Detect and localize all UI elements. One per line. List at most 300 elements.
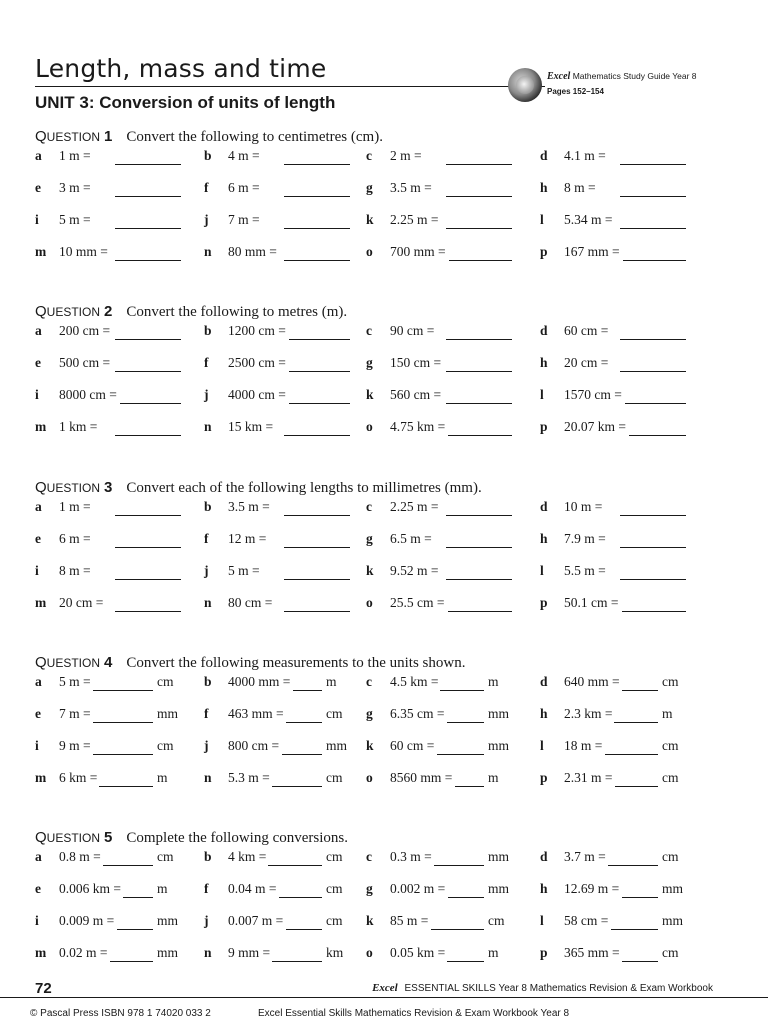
answer-blank[interactable] <box>115 579 181 580</box>
item-label: p <box>540 595 548 610</box>
answer-blank[interactable] <box>431 929 485 930</box>
question-item <box>35 849 205 869</box>
item-label: l <box>540 387 544 402</box>
answer-blank[interactable] <box>620 547 686 548</box>
item-expression: 9 m = <box>59 738 91 753</box>
answer-blank[interactable] <box>272 786 322 787</box>
item-label: k <box>366 387 374 402</box>
unit-title: UNIT 3: Conversion of units of length <box>35 93 336 112</box>
item-expression: 20.07 km = <box>564 419 626 434</box>
item-label: l <box>540 563 544 578</box>
item-label: a <box>35 849 42 864</box>
answer-blank[interactable] <box>289 403 350 404</box>
question-item <box>204 674 374 694</box>
answer-blank[interactable] <box>279 897 322 898</box>
item-expression: 6.35 cm = <box>390 706 445 721</box>
question-word: QUESTION <box>35 479 101 496</box>
item-label: o <box>366 244 373 259</box>
item-expression: 2.3 km = <box>564 706 613 721</box>
disc-icon <box>508 68 542 102</box>
answer-blank[interactable] <box>115 547 181 548</box>
item-label: d <box>540 674 548 689</box>
item-label: l <box>540 212 544 227</box>
question-item <box>204 180 374 200</box>
item-unit: mm <box>662 913 684 928</box>
question-item <box>540 387 710 407</box>
item-label: h <box>540 881 548 896</box>
question-item <box>204 355 374 375</box>
question-item <box>366 738 536 758</box>
item-expression: 1 m = <box>59 499 91 514</box>
item-label: g <box>366 180 373 195</box>
item-label: k <box>366 212 374 227</box>
answer-blank[interactable] <box>93 722 153 723</box>
answer-blank[interactable] <box>622 611 686 612</box>
question-item <box>204 323 374 343</box>
title-rule <box>35 86 545 87</box>
question-item <box>35 674 205 694</box>
answer-blank[interactable] <box>284 164 350 165</box>
item-label: a <box>35 674 42 689</box>
item-expression: 3 m = <box>59 180 91 195</box>
item-expression: 463 mm = <box>228 706 284 721</box>
answer-blank[interactable] <box>115 515 181 516</box>
answer-blank[interactable] <box>455 786 484 787</box>
item-label: n <box>204 419 212 434</box>
question-item <box>540 913 710 933</box>
item-unit: cm <box>662 945 679 960</box>
question-item <box>204 881 374 901</box>
item-label: f <box>204 355 209 370</box>
item-label: n <box>204 770 212 785</box>
answer-blank[interactable] <box>286 722 322 723</box>
item-label: a <box>35 499 42 514</box>
item-label: p <box>540 244 548 259</box>
question-item <box>366 180 536 200</box>
question-item <box>540 945 710 965</box>
item-unit: mm <box>488 849 510 864</box>
question-5-heading <box>35 829 348 847</box>
answer-blank[interactable] <box>446 164 512 165</box>
answer-blank[interactable] <box>446 196 512 197</box>
item-label: m <box>35 595 47 610</box>
answer-blank[interactable] <box>115 371 181 372</box>
item-expression: 1200 cm = <box>228 323 286 338</box>
question-item <box>540 770 710 790</box>
question-item <box>35 770 205 790</box>
answer-blank[interactable] <box>286 929 323 930</box>
item-unit: cm <box>662 770 679 785</box>
question-item <box>35 531 205 551</box>
item-label: a <box>35 323 42 338</box>
answer-blank[interactable] <box>615 786 658 787</box>
item-unit: cm <box>157 849 174 864</box>
item-expression: 0.3 m = <box>390 849 432 864</box>
answer-blank[interactable] <box>293 690 322 691</box>
item-label: b <box>204 674 212 689</box>
item-label: h <box>540 706 548 721</box>
answer-blank[interactable] <box>284 228 350 229</box>
question-item <box>540 180 710 200</box>
question-item <box>204 148 374 168</box>
answer-blank[interactable] <box>115 611 181 612</box>
question-item <box>366 355 536 375</box>
answer-blank[interactable] <box>268 865 322 866</box>
answer-blank[interactable] <box>115 435 181 436</box>
answer-blank[interactable] <box>446 547 512 548</box>
item-expression: 2 m = <box>390 148 422 163</box>
item-expression: 50.1 cm = <box>564 595 619 610</box>
footer-series-text: ESSENTIAL SKILLS Year 8 Mathematics Revision & Exam Workbook <box>404 983 713 994</box>
item-expression: 0.04 m = <box>228 881 277 896</box>
item-label: a <box>35 148 42 163</box>
item-unit: mm <box>488 738 510 753</box>
answer-blank[interactable] <box>93 754 153 755</box>
question-item <box>540 244 710 264</box>
item-label: b <box>204 499 212 514</box>
item-unit: cm <box>326 849 343 864</box>
item-expression: 58 cm = <box>564 913 609 928</box>
item-expression: 12.69 m = <box>564 881 620 896</box>
answer-blank[interactable] <box>115 196 181 197</box>
answer-blank[interactable] <box>284 435 350 436</box>
answer-blank[interactable] <box>620 515 686 516</box>
answer-blank[interactable] <box>120 403 181 404</box>
answer-blank[interactable] <box>115 260 181 261</box>
question-instruction: Convert the following to metres (m). <box>126 304 348 320</box>
answer-blank[interactable] <box>446 403 512 404</box>
question-item <box>366 945 536 965</box>
answer-blank[interactable] <box>449 260 512 261</box>
item-expression: 15 km = <box>228 419 274 434</box>
item-label: c <box>366 148 372 163</box>
question-item <box>366 323 536 343</box>
item-unit: m <box>326 674 337 689</box>
item-label: d <box>540 323 548 338</box>
question-word: QUESTION <box>35 654 101 671</box>
item-unit: m <box>488 770 499 785</box>
answer-blank[interactable] <box>284 515 350 516</box>
answer-blank[interactable] <box>605 754 659 755</box>
question-item <box>366 419 536 439</box>
answer-blank[interactable] <box>611 929 658 930</box>
item-label: g <box>366 531 373 546</box>
answer-blank[interactable] <box>117 929 154 930</box>
item-expression: 9.52 m = <box>390 563 439 578</box>
item-unit: km <box>326 945 344 960</box>
answer-blank[interactable] <box>115 339 181 340</box>
item-expression: 3.7 m = <box>564 849 606 864</box>
item-expression: 10 mm = <box>59 244 108 259</box>
item-expression: 0.05 km = <box>390 945 446 960</box>
guide-pages: Pages 152–154 <box>547 87 604 96</box>
question-item <box>204 913 374 933</box>
question-item <box>204 849 374 869</box>
item-label: p <box>540 419 548 434</box>
question-item <box>540 563 710 583</box>
item-label: c <box>366 323 372 338</box>
item-expression: 0.02 m = <box>59 945 108 960</box>
answer-blank[interactable] <box>446 371 512 372</box>
question-item <box>35 180 205 200</box>
answer-blank[interactable] <box>446 339 512 340</box>
item-expression: 5 m = <box>59 212 91 227</box>
question-item <box>540 212 710 232</box>
answer-blank[interactable] <box>446 228 512 229</box>
question-item <box>540 674 710 694</box>
answer-blank[interactable] <box>284 547 350 548</box>
page-number: 72 <box>35 980 52 997</box>
question-item <box>204 212 374 232</box>
item-expression: 6 km = <box>59 770 98 785</box>
item-expression: 20 cm = <box>564 355 609 370</box>
answer-blank[interactable] <box>447 722 484 723</box>
item-label: l <box>540 913 544 928</box>
answer-blank[interactable] <box>282 754 323 755</box>
item-label: e <box>35 355 41 370</box>
answer-blank[interactable] <box>623 260 686 261</box>
answer-blank[interactable] <box>620 228 686 229</box>
answer-blank[interactable] <box>622 897 659 898</box>
answer-blank[interactable] <box>620 196 686 197</box>
item-label: j <box>204 563 209 578</box>
item-expression: 6.5 m = <box>390 531 432 546</box>
item-label: e <box>35 881 41 896</box>
question-item <box>540 419 710 439</box>
answer-blank[interactable] <box>447 961 484 962</box>
item-expression: 0.009 m = <box>59 913 115 928</box>
answer-blank[interactable] <box>115 228 181 229</box>
item-label: c <box>366 674 372 689</box>
item-expression: 2500 cm = <box>228 355 286 370</box>
item-expression: 9 mm = <box>228 945 271 960</box>
answer-blank[interactable] <box>625 403 686 404</box>
question-item <box>204 387 374 407</box>
item-label: m <box>35 945 47 960</box>
item-expression: 4000 cm = <box>228 387 286 402</box>
item-expression: 0.8 m = <box>59 849 101 864</box>
question-instruction: Convert the following to centimetres (cm). <box>126 129 383 145</box>
answer-blank[interactable] <box>289 339 350 340</box>
item-label: e <box>35 706 41 721</box>
item-label: m <box>35 770 47 785</box>
answer-blank[interactable] <box>622 961 658 962</box>
item-unit: cm <box>662 849 679 864</box>
answer-blank[interactable] <box>440 690 484 691</box>
question-item <box>204 499 374 519</box>
item-label: n <box>204 595 212 610</box>
question-item <box>35 499 205 519</box>
answer-blank[interactable] <box>614 722 658 723</box>
item-expression: 7 m = <box>228 212 260 227</box>
item-expression: 4000 mm = <box>228 674 291 689</box>
item-expression: 8000 cm = <box>59 387 117 402</box>
answer-blank[interactable] <box>448 611 512 612</box>
item-expression: 18 m = <box>564 738 603 753</box>
item-expression: 7 m = <box>59 706 91 721</box>
item-label: i <box>35 738 39 753</box>
item-label: j <box>204 913 209 928</box>
item-expression: 500 cm = <box>59 355 111 370</box>
item-label: f <box>204 706 209 721</box>
item-unit: mm <box>157 945 179 960</box>
question-item <box>204 770 374 790</box>
answer-blank[interactable] <box>272 961 322 962</box>
question-item <box>540 706 710 726</box>
question-item <box>540 355 710 375</box>
answer-blank[interactable] <box>446 579 512 580</box>
item-expression: 5.3 m = <box>228 770 270 785</box>
item-label: c <box>366 499 372 514</box>
question-item <box>204 244 374 264</box>
question-item <box>35 913 205 933</box>
answer-blank[interactable] <box>115 164 181 165</box>
item-expression: 5.34 m = <box>564 212 613 227</box>
item-expression: 20 cm = <box>59 595 104 610</box>
question-item <box>35 244 205 264</box>
item-unit: cm <box>326 706 343 721</box>
item-expression: 25.5 cm = <box>390 595 445 610</box>
item-label: g <box>366 706 373 721</box>
answer-blank[interactable] <box>123 897 153 898</box>
item-unit: m <box>157 770 168 785</box>
answer-blank[interactable] <box>110 961 153 962</box>
item-label: d <box>540 499 548 514</box>
item-expression: 800 cm = <box>228 738 280 753</box>
question-number: 3 <box>104 479 113 496</box>
answer-blank[interactable] <box>284 260 350 261</box>
question-item <box>204 595 374 615</box>
answer-blank[interactable] <box>620 164 686 165</box>
question-word: QUESTION <box>35 829 101 846</box>
item-unit: mm <box>326 738 348 753</box>
item-unit: cm <box>326 881 343 896</box>
question-4-heading <box>35 654 465 672</box>
question-number: 4 <box>104 654 113 671</box>
item-label: e <box>35 531 41 546</box>
answer-blank[interactable] <box>437 754 484 755</box>
item-label: l <box>540 738 544 753</box>
item-unit: m <box>662 706 673 721</box>
question-item <box>204 563 374 583</box>
answer-blank[interactable] <box>446 515 512 516</box>
item-label: h <box>540 355 548 370</box>
question-number: 1 <box>104 128 113 145</box>
item-unit: cm <box>662 738 679 753</box>
answer-blank[interactable] <box>620 339 686 340</box>
answer-blank[interactable] <box>448 897 485 898</box>
item-expression: 6 m = <box>228 180 260 195</box>
question-item <box>366 770 536 790</box>
item-expression: 4.5 km = <box>390 674 439 689</box>
item-unit: cm <box>662 674 679 689</box>
question-item <box>540 323 710 343</box>
item-label: o <box>366 770 373 785</box>
answer-blank[interactable] <box>622 690 658 691</box>
answer-blank[interactable] <box>284 196 350 197</box>
question-item <box>35 148 205 168</box>
answer-blank[interactable] <box>620 579 686 580</box>
question-item <box>204 531 374 551</box>
answer-blank[interactable] <box>448 435 512 436</box>
item-label: p <box>540 945 548 960</box>
footer-brand: Excel <box>372 982 398 994</box>
item-unit: cm <box>326 913 343 928</box>
item-expression: 8 m = <box>564 180 596 195</box>
question-item <box>366 531 536 551</box>
item-label: f <box>204 531 209 546</box>
item-expression: 0.006 km = <box>59 881 121 896</box>
question-1-heading <box>35 128 383 146</box>
item-label: j <box>204 738 209 753</box>
item-expression: 5.5 m = <box>564 563 606 578</box>
answer-blank[interactable] <box>629 435 686 436</box>
item-unit: mm <box>488 706 510 721</box>
answer-blank[interactable] <box>608 865 658 866</box>
answer-blank[interactable] <box>103 865 153 866</box>
question-item <box>540 738 710 758</box>
item-label: o <box>366 419 373 434</box>
item-expression: 3.5 m = <box>390 180 432 195</box>
question-item <box>540 881 710 901</box>
item-expression: 365 mm = <box>564 945 620 960</box>
answer-blank[interactable] <box>434 865 484 866</box>
question-3-heading <box>35 479 482 497</box>
item-expression: 10 m = <box>564 499 603 514</box>
answer-blank[interactable] <box>620 371 686 372</box>
item-unit: m <box>488 945 499 960</box>
item-expression: 80 mm = <box>228 244 277 259</box>
item-expression: 1570 cm = <box>564 387 622 402</box>
item-label: e <box>35 180 41 195</box>
answer-blank[interactable] <box>99 786 153 787</box>
item-label: j <box>204 387 209 402</box>
answer-blank[interactable] <box>284 611 350 612</box>
item-expression: 0.007 m = <box>228 913 284 928</box>
item-expression: 12 m = <box>228 531 267 546</box>
question-item <box>204 738 374 758</box>
item-label: f <box>204 881 209 896</box>
footer-book-title: Excel Essential Skills Mathematics Revision & Exam Workbook Year 8 <box>258 1008 570 1019</box>
item-expression: 4 km = <box>228 849 267 864</box>
question-item <box>366 563 536 583</box>
answer-blank[interactable] <box>289 371 350 372</box>
item-label: k <box>366 563 374 578</box>
question-item <box>35 419 205 439</box>
item-label: b <box>204 849 212 864</box>
item-label: m <box>35 244 47 259</box>
item-label: n <box>204 244 212 259</box>
item-unit: cm <box>488 913 505 928</box>
item-label: g <box>366 355 373 370</box>
item-label: b <box>204 323 212 338</box>
answer-blank[interactable] <box>93 690 153 691</box>
item-label: h <box>540 180 548 195</box>
question-item <box>540 849 710 869</box>
item-unit: mm <box>662 881 684 896</box>
item-expression: 8560 mm = <box>390 770 453 785</box>
item-label: k <box>366 913 374 928</box>
question-item <box>35 355 205 375</box>
answer-blank[interactable] <box>284 579 350 580</box>
question-item <box>35 212 205 232</box>
copyright: © Pascal Press ISBN 978 1 74020 033 2 <box>30 1008 211 1019</box>
question-item <box>204 419 374 439</box>
question-item <box>366 499 536 519</box>
question-number: 5 <box>104 829 113 846</box>
question-item <box>540 531 710 551</box>
guide-title: Mathematics Study Guide Year 8 <box>572 71 697 81</box>
